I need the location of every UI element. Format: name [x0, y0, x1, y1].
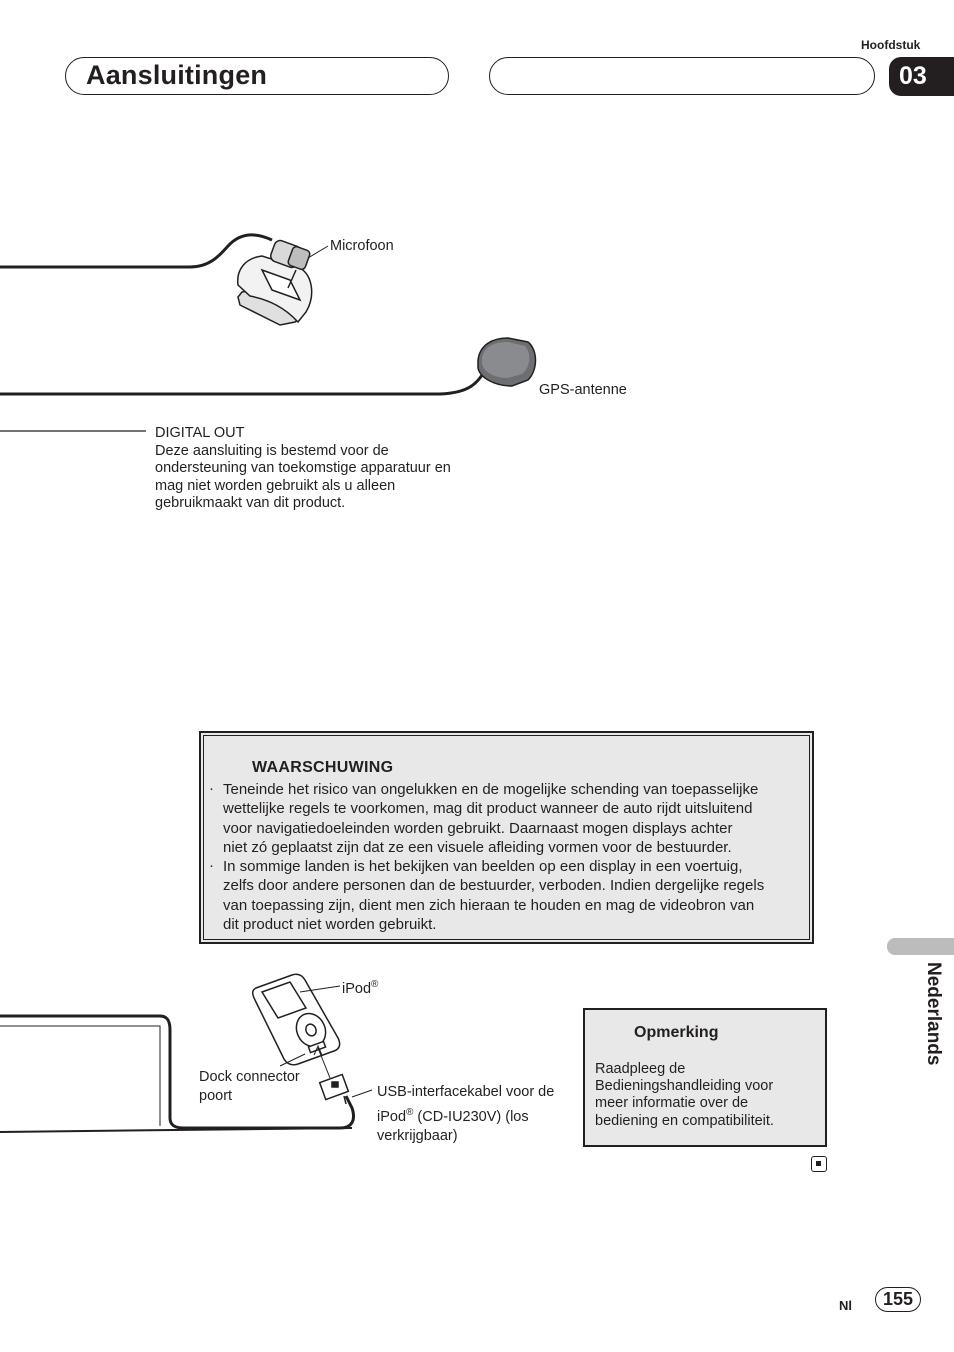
usb-cable-inner	[0, 1026, 160, 1126]
usb-connector-icon	[320, 1074, 349, 1104]
warning-line: wettelijke regels te voorkomen, mag dit product wanneer de auto rijdt uitsluitend	[223, 800, 753, 818]
warning-list	[209, 780, 809, 934]
usb-label-line	[377, 1103, 554, 1127]
warning-title: WAARSCHUWING	[252, 759, 394, 776]
page-title: Aansluitingen	[86, 60, 268, 90]
note-line: Raadpleeg de	[595, 1061, 686, 1077]
usb-cable-bottom	[0, 1128, 352, 1132]
bullet: ·	[209, 780, 214, 797]
microphone-icon	[238, 239, 312, 325]
warning-item	[209, 780, 809, 857]
language-label: Nederlands	[923, 962, 944, 1066]
page-number: 155	[875, 1287, 921, 1312]
digital-out-line-1: Deze aansluiting is bestemd voor de	[155, 442, 389, 459]
warning-item	[209, 857, 809, 934]
dock-label-line: Dock connector	[199, 1069, 300, 1085]
warning-line: van toepassing zijn, dient men zich hieraan te houden en mag de videobron van	[223, 896, 755, 914]
usb-label-line: USB-interfacekabel voor de	[377, 1084, 555, 1100]
warning-line: niet zó geplaatst zijn dat ze een visuele afleiding vormen voor de bestuurder.	[223, 838, 732, 856]
registered-mark: ®	[371, 979, 379, 990]
usb-leader	[352, 1090, 372, 1097]
language-tab	[887, 938, 954, 955]
warning-line: voor navigatiedoeleinden worden gebruikt. Daarnaast mogen displays achter	[223, 819, 733, 837]
gps-cable	[0, 372, 484, 394]
usb-label-ipod: iPod	[377, 1108, 407, 1125]
usb-label-model: (CD-IU230V) (los	[413, 1108, 529, 1125]
usb-label-line: verkrijgbaar)	[377, 1127, 458, 1144]
microphone-cable	[0, 235, 272, 267]
ipod-label	[342, 976, 378, 998]
dock-connector-label	[199, 1068, 300, 1106]
note-title: Opmerking	[634, 1024, 719, 1041]
language-code: Nl	[839, 1298, 852, 1313]
digital-out-line-3: mag niet worden gebruikt als u alleen	[155, 477, 396, 494]
usb-cable-label	[377, 1083, 554, 1146]
microphone-label: Microfoon	[330, 238, 394, 254]
warning-line: In sommige landen is het bekijken van beelden op een display in een voertuig,	[223, 858, 743, 876]
microphone-leader	[308, 246, 328, 258]
gps-antenna-icon	[478, 338, 536, 386]
digital-out-line-2: ondersteuning van toekomstige apparatuur en	[155, 460, 451, 476]
dock-label-line: poort	[199, 1088, 233, 1104]
ipod-label-text: iPod	[342, 980, 372, 997]
warning-line: dit product niet worden gebruikt.	[223, 916, 437, 934]
digital-out-text	[155, 425, 451, 513]
digital-out-line-4: gebruikmaakt van dit product.	[155, 495, 346, 511]
note-text	[595, 1061, 820, 1130]
note-line: Bedieningshandleiding voor	[595, 1078, 774, 1095]
registered-mark: ®	[406, 1106, 414, 1118]
note-line: meer informatie over de	[595, 1095, 749, 1112]
bullet: ·	[209, 857, 214, 875]
warning-line: zelfs door andere personen dan de bestuurder, verboden. Indien dergelijke regels	[223, 877, 765, 895]
warning-line: Teneinde het risico van ongelukken en de mogelijke schending van toepasselijke	[223, 781, 759, 798]
end-of-section-icon	[811, 1156, 827, 1172]
digital-out-title: DIGITAL OUT	[155, 425, 245, 441]
chapter-number-tab: 03	[889, 57, 954, 96]
note-line: bediening en compatibiliteit.	[595, 1112, 774, 1129]
chapter-label: Hoofdstuk	[861, 38, 921, 52]
gps-antenna-label: GPS-antenne	[539, 382, 627, 398]
